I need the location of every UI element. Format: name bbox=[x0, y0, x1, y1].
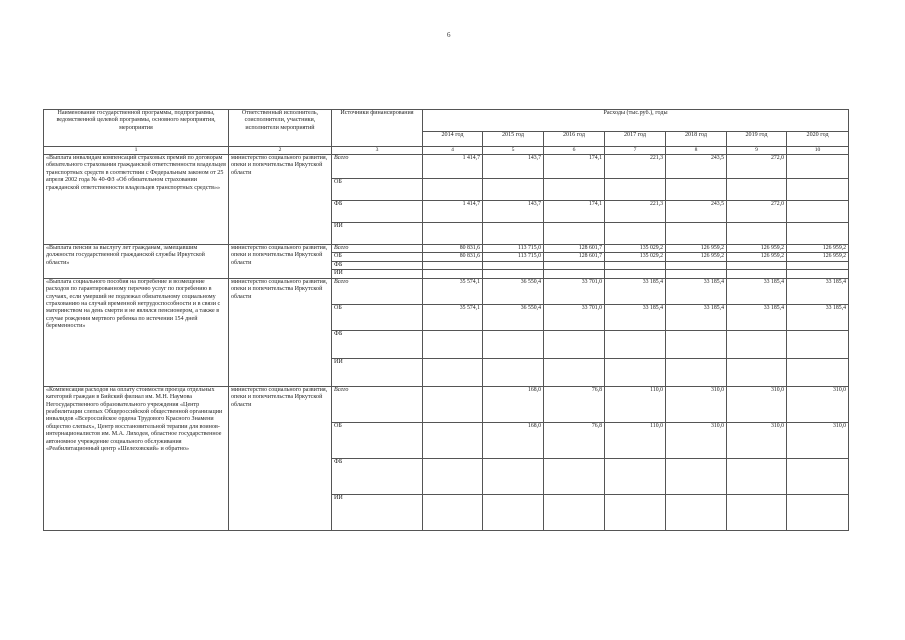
responsible-executor: министерство социального развития, опеки и попечительства Иркутской области bbox=[229, 245, 332, 279]
expense-value bbox=[544, 261, 605, 269]
expense-value bbox=[666, 330, 727, 358]
expense-value bbox=[666, 458, 727, 494]
expense-value: 174,1 bbox=[544, 155, 605, 179]
expense-value: 35 574,1 bbox=[423, 278, 483, 304]
expense-value bbox=[727, 458, 787, 494]
expense-value: 310,0 bbox=[727, 422, 787, 458]
funding-source: ИИ bbox=[332, 494, 423, 530]
expense-value bbox=[423, 358, 483, 386]
expense-value: 110,0 bbox=[605, 386, 666, 422]
expense-value bbox=[423, 386, 483, 422]
expense-value bbox=[787, 155, 849, 179]
responsible-executor: министерство социального развития, опеки и попечительства Иркутской области bbox=[229, 386, 332, 530]
funding-source: ОБ bbox=[332, 253, 423, 261]
header-year: 2020 год bbox=[787, 132, 849, 147]
responsible-executor: министерство социального развития, опеки и попечительства Иркутской области bbox=[229, 155, 332, 245]
expense-value: 33 185,4 bbox=[605, 278, 666, 304]
expense-value: 33 185,4 bbox=[787, 304, 849, 330]
expense-value: 310,0 bbox=[666, 386, 727, 422]
header-year: 2017 год bbox=[605, 132, 666, 147]
expense-value bbox=[787, 201, 849, 223]
column-number: 4 bbox=[423, 147, 483, 155]
expense-value: 128 601,7 bbox=[544, 253, 605, 261]
expense-value: 310,0 bbox=[787, 386, 849, 422]
expense-value bbox=[787, 330, 849, 358]
table-row bbox=[44, 386, 849, 422]
responsible-executor: министерство социального развития, опеки и попечительства Иркутской области bbox=[229, 278, 332, 386]
expense-value: 310,0 bbox=[727, 386, 787, 422]
expense-value bbox=[544, 270, 605, 278]
expense-value bbox=[605, 223, 666, 245]
expense-value: 126 959,2 bbox=[787, 245, 849, 253]
expense-value: 36 550,4 bbox=[483, 278, 544, 304]
column-number: 1 bbox=[44, 147, 229, 155]
expense-value bbox=[727, 494, 787, 530]
measure-name: «Выплата пенсии за выслугу лет гражданам, замещавшим должности государственной гражданской службы Иркутской области» bbox=[44, 245, 229, 279]
header-name: Наименование государственной программы, подпрограммы, ведомственной целевой программы, основного мероприятия, мероприятия bbox=[44, 110, 229, 147]
expense-value bbox=[423, 494, 483, 530]
expense-value: 221,3 bbox=[605, 155, 666, 179]
expense-value bbox=[423, 422, 483, 458]
funding-source: ФБ bbox=[332, 330, 423, 358]
expense-value: 174,1 bbox=[544, 201, 605, 223]
expense-value bbox=[727, 330, 787, 358]
expense-value: 126 959,2 bbox=[727, 253, 787, 261]
expense-value: 126 959,2 bbox=[666, 245, 727, 253]
expense-value bbox=[544, 330, 605, 358]
expense-value bbox=[666, 223, 727, 245]
expense-value bbox=[787, 223, 849, 245]
expense-value: 272,0 bbox=[727, 201, 787, 223]
expense-value: 143,7 bbox=[483, 155, 544, 179]
expense-value: 33 185,4 bbox=[605, 304, 666, 330]
expense-value bbox=[787, 458, 849, 494]
expense-value: 168,0 bbox=[483, 386, 544, 422]
expense-value bbox=[544, 494, 605, 530]
expense-value bbox=[423, 223, 483, 245]
expense-value bbox=[483, 179, 544, 201]
funding-source: ИИ bbox=[332, 223, 423, 245]
funding-source: Всего bbox=[332, 245, 423, 253]
expense-value bbox=[787, 494, 849, 530]
expense-value: 221,3 bbox=[605, 201, 666, 223]
expense-value bbox=[605, 458, 666, 494]
column-number: 5 bbox=[483, 147, 544, 155]
table-row bbox=[44, 245, 849, 253]
expense-value: 310,0 bbox=[666, 422, 727, 458]
column-number: 8 bbox=[666, 147, 727, 155]
expense-value bbox=[666, 261, 727, 269]
expense-value: 33 185,4 bbox=[666, 304, 727, 330]
expense-value: 1 414,7 bbox=[423, 201, 483, 223]
expense-value bbox=[544, 179, 605, 201]
expense-value bbox=[483, 330, 544, 358]
header-year: 2018 год bbox=[666, 132, 727, 147]
expense-value: 135 029,2 bbox=[605, 253, 666, 261]
column-number: 7 bbox=[605, 147, 666, 155]
expense-value bbox=[727, 223, 787, 245]
funding-source: Всего bbox=[332, 278, 423, 304]
table-body bbox=[44, 155, 849, 531]
expense-value bbox=[727, 261, 787, 269]
expense-value bbox=[544, 458, 605, 494]
funding-source: ФБ bbox=[332, 458, 423, 494]
expense-value: 135 029,2 bbox=[605, 245, 666, 253]
page-number: 6 bbox=[447, 31, 451, 39]
expense-value bbox=[423, 179, 483, 201]
expense-value bbox=[787, 179, 849, 201]
expense-value: 126 959,2 bbox=[666, 253, 727, 261]
expense-value: 76,8 bbox=[544, 422, 605, 458]
header-year: 2019 год bbox=[727, 132, 787, 147]
expense-value bbox=[544, 223, 605, 245]
expense-value bbox=[483, 358, 544, 386]
funding-source: ИИ bbox=[332, 270, 423, 278]
expense-value: 33 185,4 bbox=[727, 304, 787, 330]
expense-value: 128 601,7 bbox=[544, 245, 605, 253]
expense-value: 126 959,2 bbox=[727, 245, 787, 253]
expense-value bbox=[483, 458, 544, 494]
expense-value bbox=[605, 358, 666, 386]
expense-value: 243,5 bbox=[666, 201, 727, 223]
expense-value: 80 831,6 bbox=[423, 253, 483, 261]
expense-value bbox=[483, 270, 544, 278]
expense-value: 243,5 bbox=[666, 155, 727, 179]
expense-value bbox=[666, 179, 727, 201]
expenses-table bbox=[43, 109, 849, 531]
expense-value: 126 959,2 bbox=[787, 253, 849, 261]
expense-value bbox=[483, 223, 544, 245]
expense-value: 33 185,4 bbox=[787, 278, 849, 304]
expense-value bbox=[787, 261, 849, 269]
expense-value: 36 550,4 bbox=[483, 304, 544, 330]
expense-value bbox=[423, 330, 483, 358]
expense-value: 168,0 bbox=[483, 422, 544, 458]
expense-value bbox=[423, 270, 483, 278]
funding-source: ИИ bbox=[332, 358, 423, 386]
expense-value: 143,7 bbox=[483, 201, 544, 223]
expense-value bbox=[666, 270, 727, 278]
expense-value bbox=[605, 330, 666, 358]
table-row bbox=[44, 278, 849, 304]
expense-value bbox=[787, 358, 849, 386]
expense-value bbox=[727, 270, 787, 278]
expense-value bbox=[727, 179, 787, 201]
funding-source: Всего bbox=[332, 155, 423, 179]
expense-value bbox=[423, 261, 483, 269]
header-year: 2014 год bbox=[423, 132, 483, 147]
expense-value: 76,8 bbox=[544, 386, 605, 422]
column-number: 2 bbox=[229, 147, 332, 155]
column-number: 3 bbox=[332, 147, 423, 155]
expense-value: 310,0 bbox=[787, 422, 849, 458]
funding-source: ОБ bbox=[332, 304, 423, 330]
expense-value: 33 185,4 bbox=[727, 278, 787, 304]
header-year: 2016 год bbox=[544, 132, 605, 147]
expense-value bbox=[483, 261, 544, 269]
expense-value bbox=[544, 358, 605, 386]
measure-name: «Компенсация расходов на оплату стоимости проезда отдельных категорий граждан в Бийский филиал им. М.Н. Наумова Негосударственного образовательного учреждения «Центр реабилитации слепых Общероссийской общественной организации инвалидов «Всероссийское ордена Трудового Красного Знамени общество слепых», Центр восстановительной терапии для воинов-интернационалистов им. М.А. Лиходея, областное государственное автономное учреждение социального обслуживания «Реабилитационный центр «Шелеховский» и обратно» bbox=[44, 386, 229, 530]
expense-value bbox=[666, 494, 727, 530]
expense-value bbox=[423, 458, 483, 494]
funding-source: ФБ bbox=[332, 201, 423, 223]
header-expenses: Расходы (тыс.руб.), годы bbox=[423, 110, 849, 132]
funding-source: Всего bbox=[332, 386, 423, 422]
header-year: 2015 год bbox=[483, 132, 544, 147]
expense-value bbox=[605, 270, 666, 278]
column-number: 9 bbox=[727, 147, 787, 155]
expense-value: 33 701,0 bbox=[544, 278, 605, 304]
funding-source: ОБ bbox=[332, 179, 423, 201]
expense-value: 113 715,0 bbox=[483, 245, 544, 253]
expense-value: 33 701,0 bbox=[544, 304, 605, 330]
expense-value bbox=[605, 179, 666, 201]
measure-name: «Выплата социального пособия на погребение и возмещение расходов по гарантированному перечню услуг по погребению в случаях, если умерший не подлежал обязательному социальному страхованию на случай временной нетрудоспособности и в связи с материнством на день смерти и не являлся пенсионером, а также в случае рождения мертвого ребенка по истечении 154 дней беременности» bbox=[44, 278, 229, 386]
expense-value bbox=[605, 261, 666, 269]
expense-value: 33 185,4 bbox=[666, 278, 727, 304]
expense-value: 113 715,0 bbox=[483, 253, 544, 261]
header-sources: Источники финансирования bbox=[332, 110, 423, 147]
funding-source: ОБ bbox=[332, 422, 423, 458]
expense-value: 80 831,6 bbox=[423, 245, 483, 253]
expense-value: 272,0 bbox=[727, 155, 787, 179]
header-responsible: Ответственный исполнитель, соисполнители, участники, исполнители мероприятий bbox=[229, 110, 332, 147]
expense-value bbox=[666, 358, 727, 386]
expense-value bbox=[483, 494, 544, 530]
expense-value bbox=[727, 358, 787, 386]
column-number: 6 bbox=[544, 147, 605, 155]
expense-value: 110,0 bbox=[605, 422, 666, 458]
expense-value: 1 414,7 bbox=[423, 155, 483, 179]
expense-value bbox=[787, 270, 849, 278]
column-number: 10 bbox=[787, 147, 849, 155]
funding-source: ФБ bbox=[332, 261, 423, 269]
measure-name: «Выплата инвалидам компенсаций страховых премий по договорам обязательного страхования гражданской ответственности владельцев транспортных средств в соответствии с Федеральным законом от 25 апреля 2002 года № 40-ФЗ «Об обязательном страховании гражданской ответственности владельцев транспортных средств»» bbox=[44, 155, 229, 245]
expense-value bbox=[605, 494, 666, 530]
expense-value: 35 574,1 bbox=[423, 304, 483, 330]
table-row bbox=[44, 155, 849, 179]
